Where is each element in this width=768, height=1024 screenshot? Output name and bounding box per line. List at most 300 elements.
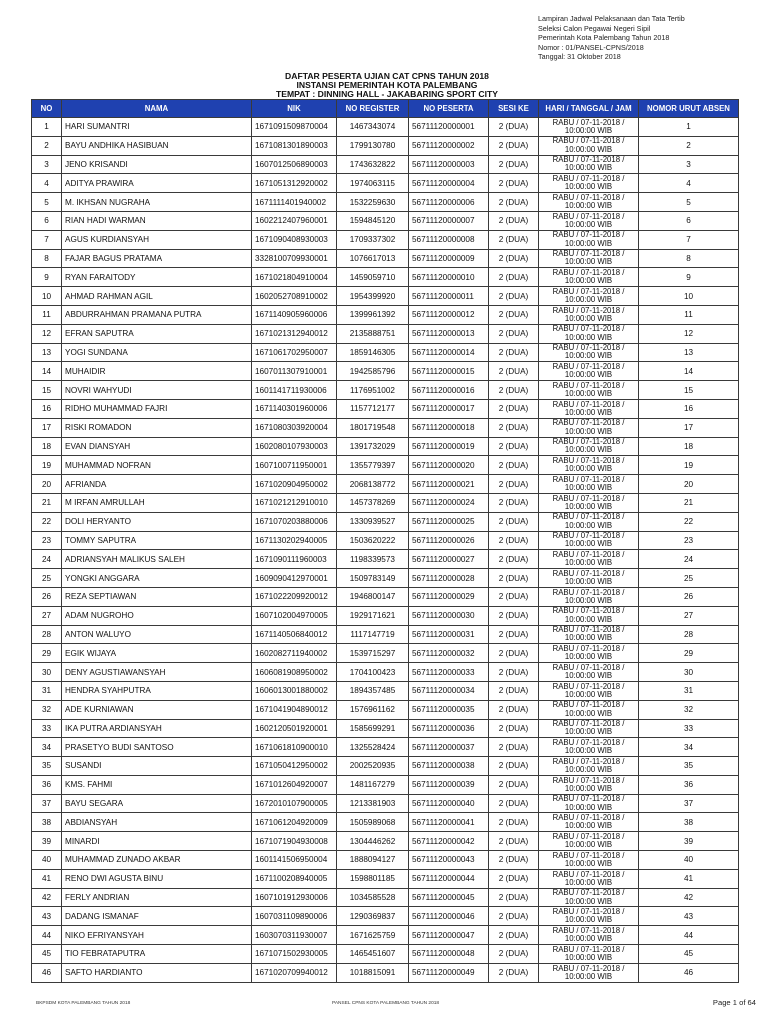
table-row [32,832,739,851]
cell-no: 20 [32,475,62,494]
cell-no-register: 1894357485 [337,681,409,700]
cell-sesi: 2 (DUA) [489,475,539,494]
cell-nomor-urut: 28 [639,625,739,644]
cell-no-peserta: 56711120000032 [409,644,489,663]
cell-no-peserta: 56711120000021 [409,475,489,494]
table-row [32,794,739,813]
cell-sesi: 2 (DUA) [489,794,539,813]
cell-nik: 1671012604920007 [252,775,337,794]
table-row [32,343,739,362]
cell-sesi: 2 (DUA) [489,531,539,550]
cell-nomor-urut: 4 [639,174,739,193]
cell-sesi: 2 (DUA) [489,851,539,870]
table-row [32,136,739,155]
jadwal-time: 10:00:00 WIB [564,276,613,286]
table-row [32,118,739,137]
cell-sesi: 2 (DUA) [489,230,539,249]
cell-sesi: 2 (DUA) [489,512,539,531]
institution-title: INSTANSI PEMERINTAH KOTA PALEMBANG [296,80,478,91]
cell-no-peserta: 56711120000035 [409,700,489,719]
cell-sesi: 2 (DUA) [489,625,539,644]
jadwal-time: 10:00:00 WIB [564,877,613,887]
jadwal-time: 10:00:00 WIB [564,727,613,737]
cell-sesi: 2 (DUA) [489,418,539,437]
cell-nama: MUHAIDIR [62,362,252,381]
cell-nik: 1607101912930006 [252,888,337,907]
cell-jadwal [539,456,639,475]
cell-nama: FAJAR BAGUS PRATAMA [62,249,252,268]
cell-nomor-urut: 20 [639,475,739,494]
cell-nama: NOVRI WAHYUDI [62,381,252,400]
jadwal-date: RABU / 07-11-2018 / [552,399,625,409]
cell-no: 41 [32,869,62,888]
cell-jadwal [539,794,639,813]
cell-nomor-urut: 39 [639,832,739,851]
cell-jadwal [539,211,639,230]
cell-nama: RYAN FARAITODY [62,268,252,287]
cell-no-register: 1290369837 [337,907,409,926]
cell-nama: SUSANDI [62,757,252,776]
jadwal-date: RABU / 07-11-2018 / [552,249,625,259]
cell-sesi: 2 (DUA) [489,719,539,738]
cell-no: 10 [32,287,62,306]
table-row [32,475,739,494]
jadwal-date: RABU / 07-11-2018 / [552,305,625,315]
cell-no-peserta: 56711120000017 [409,399,489,418]
jadwal-date: RABU / 07-11-2018 / [552,737,625,747]
cell-sesi: 2 (DUA) [489,775,539,794]
attachment-note [538,14,758,62]
cell-no-register: 1157712177 [337,399,409,418]
table-row [32,268,739,287]
cell-nama: HENDRA SYAHPUTRA [62,681,252,700]
cell-jadwal [539,663,639,682]
cell-sesi: 2 (DUA) [489,324,539,343]
table-row [32,700,739,719]
cell-no-register: 1503620222 [337,531,409,550]
cell-no-register: 1465451607 [337,945,409,964]
table-row [32,305,739,324]
cell-nik: 1607031109890006 [252,907,337,926]
cell-nama: EFRAN SAPUTRA [62,324,252,343]
cell-no: 17 [32,418,62,437]
cell-jadwal [539,550,639,569]
jadwal-date: RABU / 07-11-2018 / [552,907,625,917]
cell-sesi: 2 (DUA) [489,869,539,888]
cell-no-register: 1576961162 [337,700,409,719]
cell-nomor-urut: 22 [639,512,739,531]
cell-jadwal [539,832,639,851]
jadwal-time: 10:00:00 WIB [564,915,613,925]
jadwal-date: RABU / 07-11-2018 / [552,456,625,466]
cell-nama: PRASETYO BUDI SANTOSO [62,738,252,757]
cell-nomor-urut: 35 [639,757,739,776]
cell-sesi: 2 (DUA) [489,136,539,155]
cell-nomor-urut: 34 [639,738,739,757]
jadwal-date: RABU / 07-11-2018 / [552,888,625,898]
jadwal-time: 10:00:00 WIB [564,407,613,417]
cell-jadwal [539,193,639,212]
cell-jadwal [539,230,639,249]
cell-jadwal [539,531,639,550]
jadwal-date: RABU / 07-11-2018 / [552,925,625,935]
cell-jadwal [539,381,639,400]
cell-nama: JENO KRISANDI [62,155,252,174]
table-row [32,362,739,381]
page-number: Page 1 of 64 [712,998,756,1007]
cell-sesi: 2 (DUA) [489,587,539,606]
cell-no: 34 [32,738,62,757]
cell-no-register: 1304446262 [337,832,409,851]
jadwal-date: RABU / 07-11-2018 / [552,136,625,146]
cell-no-peserta: 56711120000001 [409,118,489,137]
cell-no-peserta: 56711120000007 [409,211,489,230]
cell-sesi: 2 (DUA) [489,211,539,230]
cell-nama: YONGKI ANGGARA [62,569,252,588]
attachment-line: Seleksi Calon Pegawai Negeri Sipil [538,23,651,33]
cell-no-peserta: 56711120000026 [409,531,489,550]
cell-nomor-urut: 14 [639,362,739,381]
cell-jadwal [539,851,639,870]
cell-nik: 1671050412950002 [252,757,337,776]
jadwal-time: 10:00:00 WIB [564,332,613,342]
table-row [32,663,739,682]
cell-no-peserta: 56711120000025 [409,512,489,531]
jadwal-time: 10:00:00 WIB [564,125,613,135]
table-row [32,945,739,964]
cell-nama: BAYU ANDHIKA HASIBUAN [62,136,252,155]
jadwal-date: RABU / 07-11-2018 / [552,437,625,447]
cell-no: 11 [32,305,62,324]
cell-nomor-urut: 8 [639,249,739,268]
cell-nik: 1607011307910001 [252,362,337,381]
cell-no-register: 1799130780 [337,136,409,155]
jadwal-date: RABU / 07-11-2018 / [552,117,625,127]
jadwal-time: 10:00:00 WIB [564,971,613,981]
cell-no-peserta: 56711120000002 [409,136,489,155]
jadwal-date: RABU / 07-11-2018 / [552,869,625,879]
jadwal-date: RABU / 07-11-2018 / [552,343,625,353]
cell-no: 14 [32,362,62,381]
cell-nomor-urut: 33 [639,719,739,738]
cell-no-peserta: 56711120000043 [409,851,489,870]
cell-no: 4 [32,174,62,193]
cell-no-peserta: 56711120000020 [409,456,489,475]
cell-no: 21 [32,493,62,512]
cell-nomor-urut: 5 [639,193,739,212]
cell-nama: BAYU SEGARA [62,794,252,813]
cell-nik: 1671041904890012 [252,700,337,719]
cell-nik: 1607100711950001 [252,456,337,475]
cell-nama: HARI SUMANTRI [62,118,252,137]
cell-no-peserta: 56711120000028 [409,569,489,588]
attachment-line: Nomor : 01/PANSEL-CPNS/2018 [538,42,644,52]
cell-nama: RISKI ROMADON [62,418,252,437]
table-row [32,888,739,907]
cell-no-register: 2002520935 [337,757,409,776]
table-row [32,381,739,400]
cell-no: 22 [32,512,62,531]
cell-nama: TIO FEBRATAPUTRA [62,945,252,964]
jadwal-time: 10:00:00 WIB [564,295,613,305]
table-row [32,531,739,550]
cell-sesi: 2 (DUA) [489,738,539,757]
cell-no-peserta: 56711120000012 [409,305,489,324]
cell-no: 1 [32,118,62,137]
cell-jadwal [539,775,639,794]
cell-no-peserta: 56711120000036 [409,719,489,738]
cell-jadwal [539,700,639,719]
cell-nama: ADITYA PRAWIRA [62,174,252,193]
cell-nomor-urut: 12 [639,324,739,343]
jadwal-time: 10:00:00 WIB [564,840,613,850]
table-row [32,249,739,268]
table-row [32,738,739,757]
cell-sesi: 2 (DUA) [489,343,539,362]
cell-no-peserta: 56711120000014 [409,343,489,362]
cell-sesi: 2 (DUA) [489,268,539,287]
col-header-nama: NAMA [62,100,252,118]
jadwal-time: 10:00:00 WIB [564,201,613,211]
cell-sesi: 2 (DUA) [489,907,539,926]
cell-nama: M. IKHSAN NUGRAHA [62,193,252,212]
jadwal-date: RABU / 07-11-2018 / [552,794,625,804]
cell-nik: 1603070311930007 [252,926,337,945]
jadwal-date: RABU / 07-11-2018 / [552,474,625,484]
col-header-no: NO [32,100,62,118]
cell-no: 12 [32,324,62,343]
cell-nomor-urut: 19 [639,456,739,475]
jadwal-time: 10:00:00 WIB [564,708,613,718]
cell-no: 2 [32,136,62,155]
cell-nik: 1602052708910002 [252,287,337,306]
cell-no: 36 [32,775,62,794]
cell-jadwal [539,907,639,926]
cell-no-register: 1467343074 [337,118,409,137]
cell-no-peserta: 56711120000011 [409,287,489,306]
attachment-line: Lampiran Jadwal Pelaksanaan dan Tata Tertib [538,14,685,23]
cell-jadwal [539,249,639,268]
cell-jadwal [539,324,639,343]
cell-no-register: 2135888751 [337,324,409,343]
cell-jadwal [539,945,639,964]
jadwal-date: RABU / 07-11-2018 / [552,568,625,578]
cell-nama: RENO DWI AGUSTA BINU [62,869,252,888]
jadwal-date: RABU / 07-11-2018 / [552,625,625,635]
jadwal-date: RABU / 07-11-2018 / [552,380,625,390]
cell-sesi: 2 (DUA) [489,663,539,682]
cell-no-register: 1598801185 [337,869,409,888]
cell-no-peserta: 56711120000003 [409,155,489,174]
cell-sesi: 2 (DUA) [489,926,539,945]
cell-sesi: 2 (DUA) [489,399,539,418]
table-row [32,550,739,569]
cell-nik: 1671081301890003 [252,136,337,155]
cell-nomor-urut: 7 [639,230,739,249]
cell-nama: EGIK WIJAYA [62,644,252,663]
jadwal-time: 10:00:00 WIB [564,219,613,229]
jadwal-date: RABU / 07-11-2018 / [552,286,625,296]
cell-nomor-urut: 17 [639,418,739,437]
cell-nomor-urut: 36 [639,775,739,794]
cell-no: 27 [32,606,62,625]
jadwal-time: 10:00:00 WIB [564,163,613,173]
cell-no-register: 1459059710 [337,268,409,287]
jadwal-date: RABU / 07-11-2018 / [552,192,625,202]
table-row [32,418,739,437]
jadwal-time: 10:00:00 WIB [564,858,613,868]
cell-nomor-urut: 29 [639,644,739,663]
cell-nomor-urut: 27 [639,606,739,625]
cell-sesi: 2 (DUA) [489,456,539,475]
jadwal-date: RABU / 07-11-2018 / [552,587,625,597]
cell-nik: 1671061204920009 [252,813,337,832]
table-row [32,569,739,588]
cell-nomor-urut: 32 [639,700,739,719]
jadwal-time: 10:00:00 WIB [564,520,613,530]
cell-no-peserta: 56711120000031 [409,625,489,644]
cell-sesi: 2 (DUA) [489,681,539,700]
cell-nama: ADRIANSYAH MALIKUS SALEH [62,550,252,569]
cell-sesi: 2 (DUA) [489,174,539,193]
footer-left: BKPSDM KOTA PALEMBANG TAHUN 2018 [36,1001,131,1006]
cell-no-peserta: 56711120000010 [409,268,489,287]
table-row [32,963,739,982]
cell-nik: 1606081908950002 [252,663,337,682]
cell-sesi: 2 (DUA) [489,945,539,964]
cell-nomor-urut: 24 [639,550,739,569]
cell-no: 5 [32,193,62,212]
cell-nomor-urut: 38 [639,813,739,832]
table-row [32,155,739,174]
jadwal-date: RABU / 07-11-2018 / [552,418,625,428]
cell-no-register: 1954399920 [337,287,409,306]
jadwal-date: RABU / 07-11-2018 / [552,850,625,860]
cell-jadwal [539,757,639,776]
cell-no: 6 [32,211,62,230]
cell-no: 44 [32,926,62,945]
jadwal-date: RABU / 07-11-2018 / [552,493,625,503]
cell-jadwal [539,268,639,287]
cell-no-peserta: 56711120000049 [409,963,489,982]
jadwal-date: RABU / 07-11-2018 / [552,174,625,184]
jadwal-time: 10:00:00 WIB [564,370,613,380]
table-row [32,174,739,193]
jadwal-time: 10:00:00 WIB [564,483,613,493]
document-title-block [0,72,768,100]
cell-jadwal [539,155,639,174]
cell-nama: REZA SEPTIAWAN [62,587,252,606]
jadwal-date: RABU / 07-11-2018 / [552,775,625,785]
cell-sesi: 2 (DUA) [489,381,539,400]
cell-nik: 1671080303920004 [252,418,337,437]
cell-no: 18 [32,437,62,456]
jadwal-time: 10:00:00 WIB [564,445,613,455]
jadwal-date: RABU / 07-11-2018 / [552,362,625,372]
cell-jadwal [539,719,639,738]
jadwal-time: 10:00:00 WIB [564,144,613,154]
cell-nik: 1671100208940005 [252,869,337,888]
table-row [32,324,739,343]
cell-jadwal [539,287,639,306]
cell-jadwal [539,869,639,888]
cell-no-register: 1034585528 [337,888,409,907]
cell-no-peserta: 56711120000047 [409,926,489,945]
cell-no: 45 [32,945,62,964]
jadwal-time: 10:00:00 WIB [564,821,613,831]
jadwal-date: RABU / 07-11-2018 / [552,324,625,334]
jadwal-date: RABU / 07-11-2018 / [552,268,625,278]
cell-nik: 1671071904930008 [252,832,337,851]
jadwal-date: RABU / 07-11-2018 / [552,662,625,672]
cell-no-peserta: 56711120000042 [409,832,489,851]
cell-no: 28 [32,625,62,644]
table-row [32,211,739,230]
cell-nomor-urut: 9 [639,268,739,287]
cell-no-peserta: 56711120000015 [409,362,489,381]
jadwal-time: 10:00:00 WIB [564,501,613,511]
jadwal-time: 10:00:00 WIB [564,896,613,906]
cell-jadwal [539,963,639,982]
cell-nik: 1602082711940002 [252,644,337,663]
cell-no: 33 [32,719,62,738]
col-header-jadwal: HARI / TANGGAL / JAM [539,100,639,118]
jadwal-date: RABU / 07-11-2018 / [552,756,625,766]
jadwal-time: 10:00:00 WIB [564,577,613,587]
cell-nomor-urut: 40 [639,851,739,870]
cell-jadwal [539,399,639,418]
cell-nama: IKA PUTRA ARDIANSYAH [62,719,252,738]
cell-nomor-urut: 18 [639,437,739,456]
cell-no-peserta: 56711120000044 [409,869,489,888]
jadwal-time: 10:00:00 WIB [564,934,613,944]
cell-no-register: 1888094127 [337,851,409,870]
cell-jadwal [539,569,639,588]
cell-jadwal [539,512,639,531]
cell-sesi: 2 (DUA) [489,606,539,625]
cell-nik: 1671140301960006 [252,399,337,418]
cell-sesi: 2 (DUA) [489,362,539,381]
cell-nama: AGUS KURDIANSYAH [62,230,252,249]
cell-jadwal [539,888,639,907]
jadwal-date: RABU / 07-11-2018 / [552,644,625,653]
table-row [32,437,739,456]
cell-nama: DADANG ISMANAF [62,907,252,926]
cell-no-register: 1330939527 [337,512,409,531]
cell-nama: AHMAD RAHMAN AGIL [62,287,252,306]
cell-sesi: 2 (DUA) [489,550,539,569]
cell-sesi: 2 (DUA) [489,888,539,907]
jadwal-time: 10:00:00 WIB [564,746,613,756]
cell-nomor-urut: 23 [639,531,739,550]
jadwal-time: 10:00:00 WIB [564,652,613,662]
cell-nomor-urut: 16 [639,399,739,418]
cell-no-register: 1743632822 [337,155,409,174]
cell-no-peserta: 56711120000030 [409,606,489,625]
cell-nama: MUHAMMAD NOFRAN [62,456,252,475]
cell-nik: 1602212407960001 [252,211,337,230]
cell-sesi: 2 (DUA) [489,193,539,212]
cell-no-peserta: 56711120000033 [409,663,489,682]
cell-nik: 1671061702950007 [252,343,337,362]
jadwal-date: RABU / 07-11-2018 / [552,813,625,823]
table-row [32,926,739,945]
attachment-line: Tanggal: 31 Oktober 2018 [538,52,621,62]
cell-nik: 1607012506890003 [252,155,337,174]
cell-nik: 1671140905960006 [252,305,337,324]
cell-jadwal [539,813,639,832]
cell-no-peserta: 56711120000038 [409,757,489,776]
